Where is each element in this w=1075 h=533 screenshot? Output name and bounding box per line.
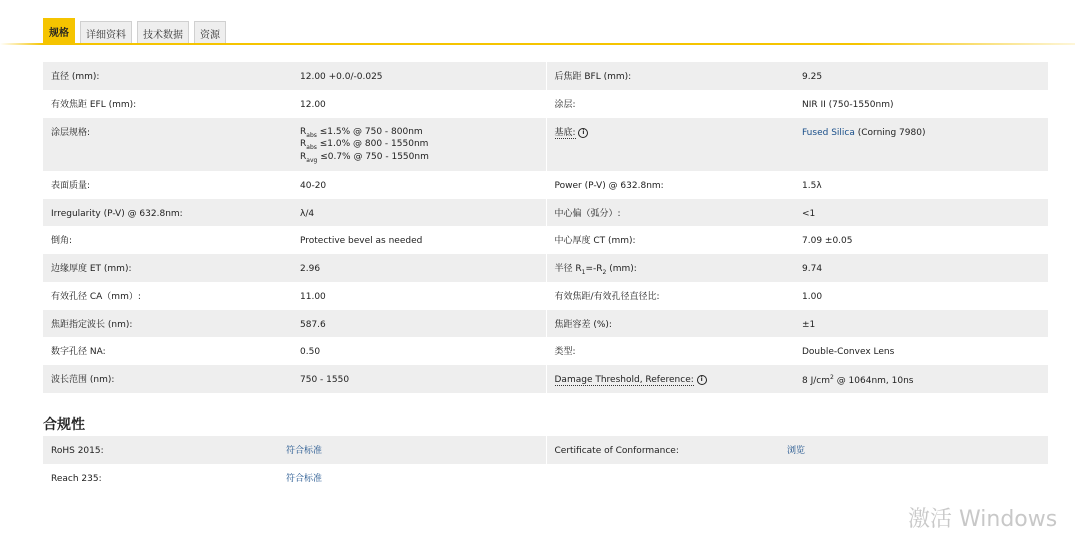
compliance-value [279,436,546,464]
spec-value: 750 - 1550 [293,365,546,393]
spec-value: 587.6 [293,310,546,337]
spec-label: 表面质量: [51,181,91,191]
spec-label: 中心厚度 CT (mm): [546,226,795,254]
spec-value: Double-Convex Lens [802,347,895,357]
specifications-table [43,62,1048,393]
spec-value: NIR II (750-1550nm) [802,100,894,110]
spec-label: 有效孔径 CA（mm）: [51,292,141,302]
spec-value: 40-20 [300,181,327,191]
spec-label: 焦距容差 (%): [546,310,795,337]
info-icon[interactable]: i [578,128,588,138]
tab-underline [0,43,1075,45]
table-row [43,62,1048,90]
compliance-label: Certificate of Conformance: [546,436,780,464]
tab-details[interactable]: 详细资料 [80,21,132,44]
spec-value: Protective bevel as needed [300,236,423,246]
spec-label: 中心偏（弧分）: [546,199,795,226]
spec-value: 12.00 [300,100,326,110]
reach-compliant-link[interactable]: 符合标准 [286,474,323,484]
spec-value: 11.00 [300,292,326,302]
table-row [43,171,1048,199]
damage-threshold-value: 8 $J/cm^2$ @ 1064nm, 10ns [795,365,1048,393]
table-row [43,464,1048,492]
compliance-label: Reach 235: [51,474,102,484]
coating-spec-line: $R_{abs} \le 1.0\%$ @ 800 - 1550nm [300,139,429,152]
spec-label [546,365,795,393]
coating-spec-line: $R_{abs} \le 1.5\%$ @ 750 - 800nm [300,127,423,139]
coating-spec-value [293,118,546,171]
spec-value: Fused Silica (Corning 7980) [795,118,1048,171]
spec-label: 有效焦距 EFL (mm): [51,100,137,110]
fused-silica-link[interactable]: Fused Silica [802,128,855,138]
compliance-title: 合规性 [43,417,85,433]
spec-value: 12.00 +0.0/-0.025 [293,62,546,90]
spec-value: 7.09 ±0.05 [802,236,853,246]
tab-specifications[interactable]: 规格 [43,18,75,44]
damage-threshold-label[interactable]: Damage Threshold, Reference: [554,375,694,385]
spec-value: 9.25 [795,62,1048,90]
coating-spec-line: $R_{avg} \le 0.7\%$ @ 750 - 1550nm [300,151,429,164]
table-row [43,282,1048,310]
table-row [43,254,1048,282]
spec-label: 倒角: [51,236,73,246]
spec-label: 涂层规格: [43,118,293,171]
windows-activation-watermark: 激活 Windows [908,507,1058,532]
spec-label: 涂层: [546,90,795,118]
spec-label: 边缘厚度 ET (mm): [43,254,293,282]
spec-value: 0.50 [300,347,321,357]
spec-label [546,118,795,171]
spec-label: 类型: [546,337,795,365]
spec-value: 9.74 [795,254,1048,282]
table-row [43,337,1048,365]
compliance-value [780,436,1048,464]
spec-label: 有效焦距/有效孔径直径比: [546,282,795,310]
table-row [43,226,1048,254]
table-row [43,310,1048,337]
tab-resources[interactable]: 资源 [194,21,226,44]
spec-label: 直径 (mm): [43,62,293,90]
spec-label: 焦距指定波长 (nm): [43,310,293,337]
table-row [43,365,1048,393]
tab-technical-data[interactable]: 技术数据 [137,21,189,44]
spec-value: 1.5λ [802,181,822,191]
info-icon[interactable]: i [697,375,707,385]
compliance-value [279,464,546,492]
table-row [43,118,1048,171]
table-row [43,199,1048,226]
rohs-compliant-link[interactable]: 符合标准 [286,446,323,456]
compliance-label: RoHS 2015: [43,436,279,464]
table-row [43,90,1048,118]
spec-value: 2.96 [293,254,546,282]
spec-value: <1 [795,199,1048,226]
spec-label: 后焦距 BFL (mm): [546,62,795,90]
tab-bar [43,21,226,44]
view-certificate-link[interactable]: 浏览 [787,446,806,456]
spec-label: Power (P-V) @ 632.8nm: [546,171,795,199]
radius-label: 半径 $R_1=-R_2$ (mm): [546,254,795,282]
spec-value: 1.00 [802,292,823,302]
compliance-table [43,436,1048,492]
substrate-label[interactable]: 基底: [554,128,576,138]
spec-label: 波长范围 (nm): [43,365,293,393]
compliance-value [780,464,1048,492]
compliance-label [546,464,780,492]
table-row [43,436,1048,464]
spec-value: ±1 [795,310,1048,337]
spec-label: 数字孔径 NA: [51,347,106,357]
spec-value: λ/4 [293,199,546,226]
spec-label: Irregularity (P-V) @ 632.8nm: [43,199,293,226]
